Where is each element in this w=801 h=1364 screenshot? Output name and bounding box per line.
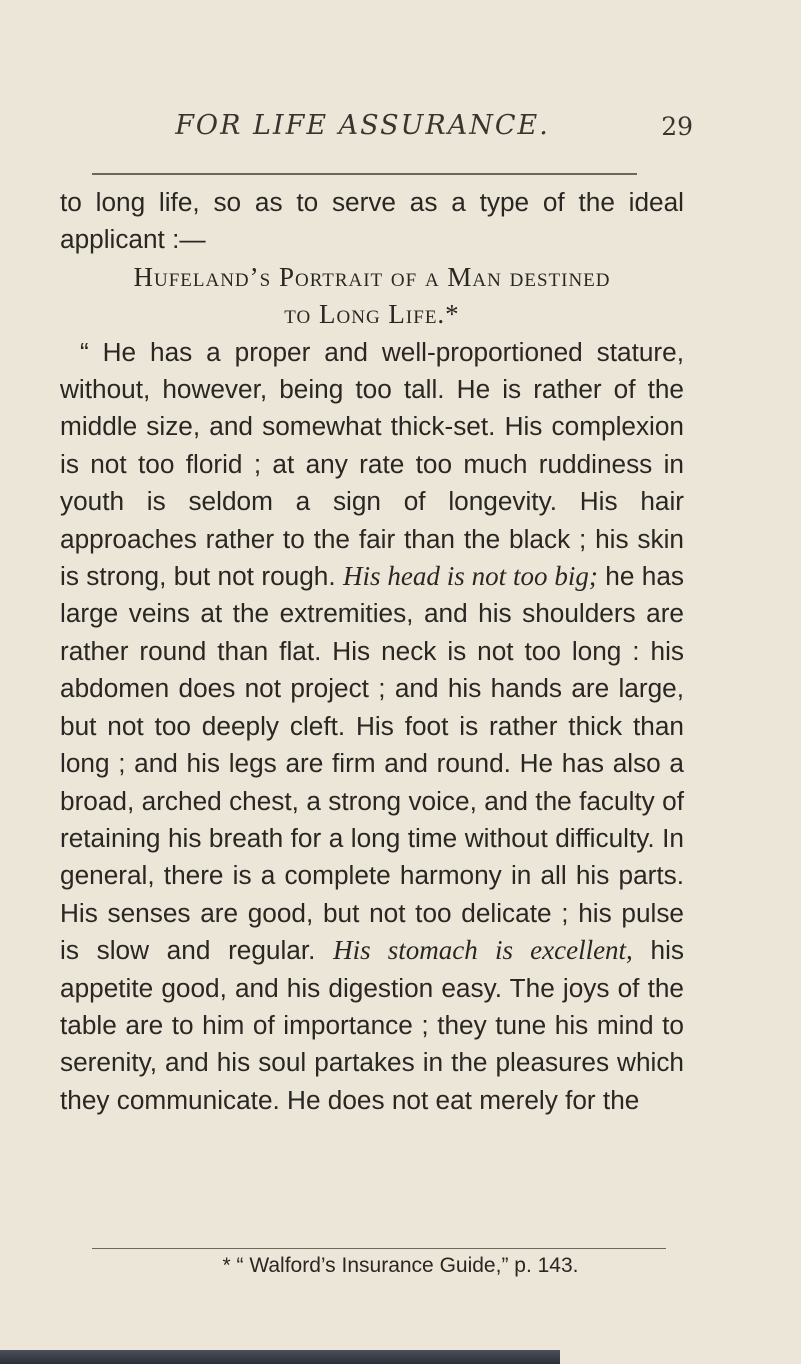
footnote: * “ Walford’s Insurance Guide,” p. 143. (222, 1254, 579, 1277)
quote-text-1: “ He has a proper and well-proportioned stature, without, however, being too tall. He is rather of the middle size, and somewhat thick-set. His complexion is not too florid ; at any rate too much ruddiness in youth is seldom a sign of longevity. His hair approaches rather to the fair than the black ; his skin is strong, but not rough. (60, 336, 684, 592)
intro-paragraph: to long life, so as to serve as a type of the ideal applicant :— (60, 187, 684, 255)
quote-italic-1: His head is not too big; (343, 561, 598, 592)
quote-text-2: he has large veins at the extremities, and his shoulders are rather round than flat. His neck is not too long : his abdomen does not project ; and his hands are large, but not too deeply cleft. His foot is rather thick than long ; and his legs are firm and round. He has also a broad, arched chest, a strong voice, and the faculty of retaining his breath for a long time without difficulty. In general, there is a complete harmony in all his parts. His senses are good, but not too delicate ; his pulse is slow and regular. (60, 561, 684, 966)
header-rule (92, 173, 637, 175)
quote-text-3: his appetite good, and his digestion easy. The joys of the table are to him of importance ; they tune his mind to serenity, and his soul partakes in the pleasures which they communicate. He does not eat merely for the (60, 935, 684, 1115)
footnote-rule (92, 1248, 666, 1249)
running-head (60, 110, 693, 150)
running-head-title: FOR LIFE ASSURANCE. (175, 110, 550, 141)
body-text (60, 184, 684, 1119)
quote-paragraph (60, 334, 684, 1120)
quote-italic-2: His stomach is excellent, (333, 935, 633, 966)
section-heading-line-2: to Long Life.* (284, 299, 460, 330)
section-heading-line-1: Hufeland’s Portrait of a Man destined (133, 261, 611, 292)
page-number: 29 (661, 112, 693, 141)
page-edge-shadow (0, 1350, 560, 1364)
